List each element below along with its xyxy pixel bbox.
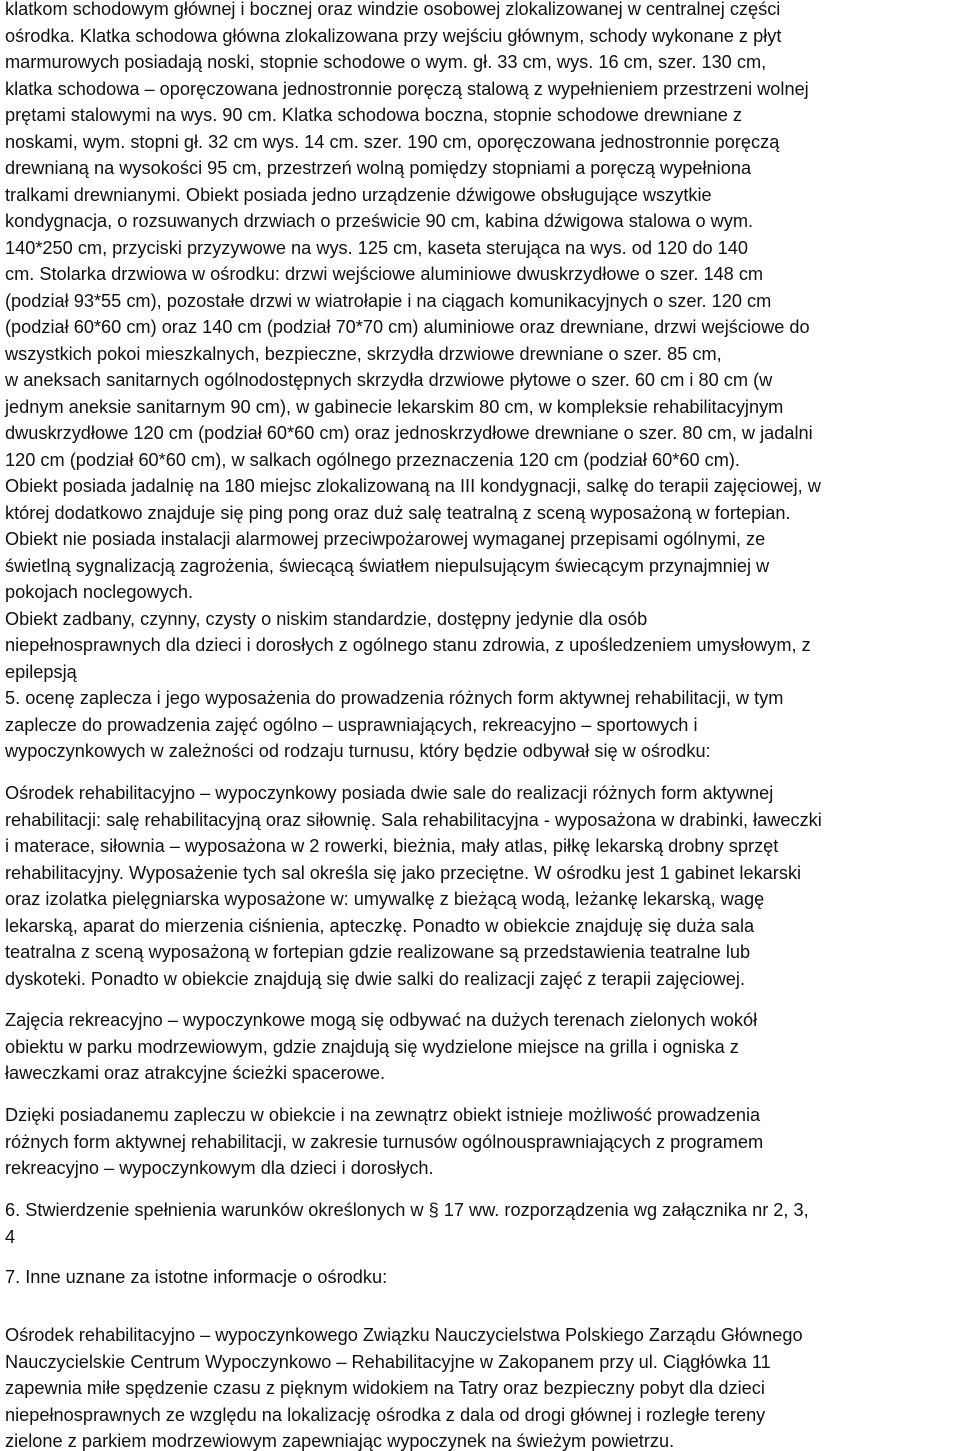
paragraph-section-7-heading: 7. Inne uznane za istotne informacje o ośrodku: <box>5 1267 388 1287</box>
paragraph-section-5-heading: 5. ocenę zaplecza i jego wyposażenia do prowadzenia różnych form aktywnej rehabilitacji, w tym zaplecze do prowadzenia zajęć ogólno – usprawniających, rekreacyjno – sportowych i wypoczynkowych w zależności od rodzaju turnusu, który będzie odbywał się w ośrodku: <box>5 688 784 761</box>
paragraph-facility-description: klatkom schodowym głównej i bocznej oraz windzie osobowej zlokalizowanej w centralnej części ośrodka. Klatka schodowa główna zlokalizowana przy wejściu głównym, schody wykonane z płyt marmurowych posiadają noski, stopnie schodowe o wym. gł. 33 cm, wys. 16 cm, szer. 130 cm, klatka schodowa – oporęczowana jednostronnie poręczą stalową z wypełnieniem przestrzeni wolnej prętami stalowymi na wys. 90 cm. Klatka schodowa boczna, stopnie schodowe drewniane z noskami, wym. stopni gł. 32 cm wys. 14 cm. szer. 190 cm, oporęczowana jednostronnie poręczą drewnianą na wysokości 95 cm, przestrzeń wolną pomiędzy stopniami a poręczą wypełniona tralkami drewnianymi. Obiekt posiada jedno urządzenie dźwigowe obsługujące wszytkie kondygnacja, o rozsuwanych drzwiach o prześwicie 90 cm, kabina dźwigowa stalowa o wym. 140*250 cm, przyciski przyzywowe na wys. 125 cm, kaseta sterująca na wys. od 120 do 140 cm. Stolarka drzwiowa w ośrodku: drzwi wejściowe aluminiowe dwuskrzydłowe o szer. 148 cm (podział 93*55 cm), pozostałe drzwi w wiatrołapie i na ciągach komunikacyjnych o szer. 120 cm (podział 60*60 cm) oraz 140 cm (podział 70*70 cm) aluminiowe oraz drewniane, drzwi wejściowe do wszystkich pokoi mieszkalnych, bezpieczne, skrzydła drzwiowe drewniane o szer. 85 cm, w aneksach sanitarnych ogólnodostępnych skrzydła drzwiowe płytowe o szer. 60 cm i 80 cm (w jednym aneksie sanitarnym 90 cm), w gabinecie lekarskim 80 cm, w kompleksie rehabilitacyjnym dwuskrzydłowe 120 cm (podział 60*60 cm) oraz jednoskrzydłowe drewniane o szer. 80 cm, w jadalni 120 cm (podział 60*60 cm), w salkach ogólnego przeznaczenia 120 cm (podział 60*60 cm). Obiekt posiada jadalnię na 180 miejsc zlokalizowaną na III kondygnacji, salkę do terapii zajęciowej, w której dodatkowo znajduje się ping pong oraz duż salę teatralną z sceną wyposażoną w fortepian. Obiekt nie posiada instalacji alarmowej przeciwpożarowej wymaganej przepisami ogólnymi, ze świetlną sygnalizacją zagrożenia, świecącą światłem niepulsującym świecącym przynajmniej w pokojach noclegowych. Obiekt zadbany, czynny, czysty o niskim standardzie, dostępny jedynie dla osób niepełnosprawnych dla dzieci i dorosłych z ogólnego stanu zdrowia, z upośledzeniem umysłowym, z epilepsją <box>5 0 821 682</box>
paragraph-rehabilitation-rooms: Ośrodek rehabilitacyjno – wypoczynkowy posiada dwie sale do realizacji różnych form aktywnej rehabilitacji: salę rehabilitacyjną oraz siłownię. Sala rehabilitacyjna - wyposażona w drabinki, ławeczki i materace, siłownia – wyposażona w 2 rowerki, bieżnia, mały atlas, piłkę lekarską drobny sprzęt rehabilitacyjny. Wyposażenie tych sal określa się jako przeciętne. W ośrodku jest 1 gabinet lekarski oraz izolatka pielęgniarska wyposażone w: umywalkę z bieżącą wodą, leżankę lekarską, wagę lekarską, aparat do mierzenia ciśnienia, apteczkę. Ponadto w obiekcie znajduję się duża sala teatralna z sceną wyposażoną w fortepian gdzie realizowane są przedstawienia teatralne lub dyskoteki. Ponadto w obiekcie znajdują się dwie salki do realizacji zajęć z terapii zajęciowej. <box>5 783 822 989</box>
paragraph-centre-summary: Ośrodek rehabilitacyjno – wypoczynkowego Związku Nauczycielstwa Polskiego Zarządu Głównego Nauczycielskie Centrum Wypoczynkowo – Rehabilitacyjne w Zakopanem przy ul. Ciągłówka 11 zapewnia miłe spędzenie czasu z pięknym widokiem na Tatry oraz bezpieczny pobyt dla dzieci niepełnosprawnych ze względu na lokalizację ośrodka z dala od drogi głównej i rozległe tereny zielone z parkiem modrzewiowym zapewniając wypoczynek na świeżym powietrzu. <box>5 1325 803 1451</box>
paragraph-section-6: 6. Stwierdzenie spełnienia warunków określonych w § 17 ww. rozporządzenia wg załącznika nr 2, 3, 4 <box>5 1200 809 1247</box>
paragraph-capabilities: Dzięki posiadanemu zapleczu w obiekcie i na zewnątrz obiekt istnieje możliwość prowadzenia różnych form aktywnej rehabilitacji, w zakresie turnusów ogólnousprawniających z programem rekreacyjno – wypoczynkowym dla dzieci i dorosłych. <box>5 1105 764 1178</box>
paragraph-recreation: Zajęcia rekreacyjno – wypoczynkowe mogą się odbywać na dużych terenach zielonych wokół obiektu w parku modrzewiowym, gdzie znajdują się wydzielone miejsce na grilla i ogniska z ławeczkami oraz atrakcyjne ścieżki spacerowe. <box>5 1010 758 1083</box>
